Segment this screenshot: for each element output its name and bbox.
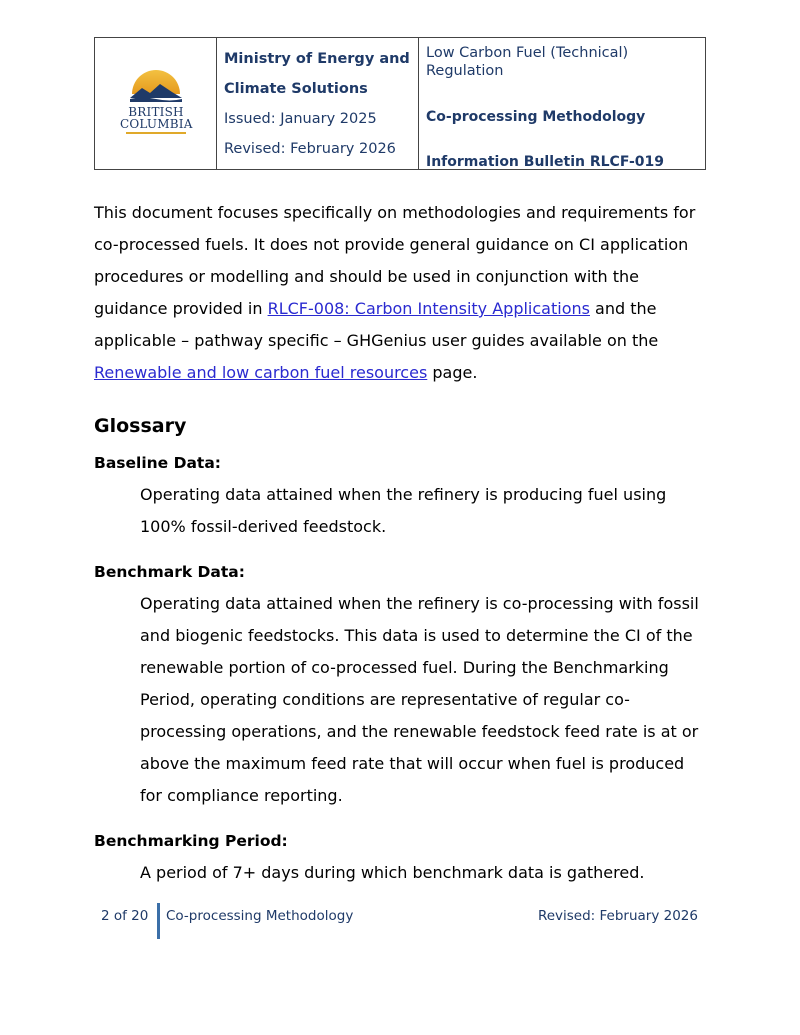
glossary-term: Benchmarking Period: <box>94 832 288 850</box>
glossary-definition: Operating data attained when the refinery is co-processing with fossil and biogenic feedstocks. This data is used to determine the CI of the renewable portion of co-processed fuel. During the Benchmarking Period, operating conditions are representative of regular co-processing operations, and the renewable feedstock feed rate is at or above the maximum feed rate that will occur when fuel is produced for compliance reporting. <box>140 594 699 805</box>
intro-paragraph <box>94 197 704 389</box>
glossary-definition: A period of 7+ days during which benchmark data is gathered. <box>140 863 645 882</box>
logo-underline <box>126 132 186 134</box>
bulletin-number: Information Bulletin RLCF-019 <box>426 154 664 170</box>
revised-date: Revised: February 2026 <box>224 141 396 157</box>
footer-revised: Revised: February 2026 <box>537 908 698 924</box>
glossary-item <box>94 563 704 812</box>
glossary-item <box>94 454 704 543</box>
glossary-item <box>94 832 704 889</box>
sun-mountain-icon <box>128 68 184 102</box>
page-footer <box>94 903 706 939</box>
bulletin-topic: Co-processing Methodology <box>426 109 646 125</box>
issued-date: Issued: January 2025 <box>224 111 377 127</box>
glossary-term: Baseline Data: <box>94 454 221 472</box>
document-body <box>94 197 704 889</box>
intro-text-1: This document focuses specifically on methodologies and requirements for co-processed fuels. It does not provide general guidance on CI application procedures or modelling and should be used in conjunction with the guidance provided in <box>94 203 696 318</box>
logo-text-line1: BRITISH <box>128 105 184 119</box>
page-number: 2 of 20 <box>101 908 149 924</box>
glossary-heading: Glossary <box>94 415 187 437</box>
footer-title: Co-processing Methodology <box>166 908 354 924</box>
ministry-cell <box>217 38 419 169</box>
footer-divider <box>157 903 160 939</box>
intro-text-2: and the applicable – pathway specific – GHGenius user guides available on the <box>94 299 659 350</box>
document-header <box>94 37 706 170</box>
regulation-name: Low Carbon Fuel (Technical) Regulation <box>426 45 629 79</box>
ministry-name-line2: Climate Solutions <box>224 81 368 97</box>
ministry-name-line1: Ministry of Energy and <box>224 51 410 67</box>
rlcf-008-link[interactable]: RLCF-008: Carbon Intensity Applications <box>267 299 590 318</box>
intro-text-3: page. <box>427 363 478 382</box>
bc-logo <box>120 68 192 134</box>
glossary-definition: Operating data attained when the refinery is producing fuel using 100% fossil-derived feedstock. <box>140 485 667 536</box>
glossary-term: Benchmark Data: <box>94 563 245 581</box>
logo-cell <box>95 38 217 169</box>
fuel-resources-link[interactable]: Renewable and low carbon fuel resources <box>94 363 428 382</box>
logo-text-line2: COLUMBIA <box>120 117 193 131</box>
bulletin-cell <box>419 38 705 169</box>
